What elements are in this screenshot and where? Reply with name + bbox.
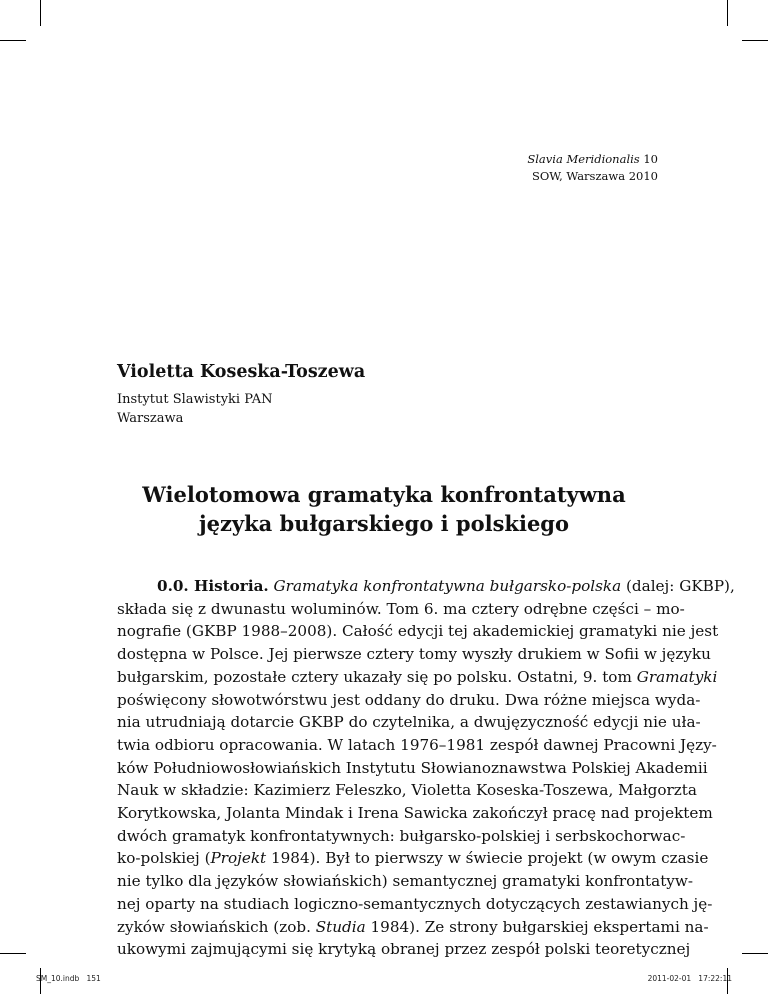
author-institution: Instytut Slawistyki PAN	[117, 392, 273, 407]
body-line: nografie (GKBP 1988–2008). Całość edycji tej akademickiej gramatyki nie jest	[117, 622, 719, 641]
journal-line	[527, 151, 658, 168]
body-line: nej oparty na studiach logiczno-semantycznych dotyczących zestawianych ję-	[117, 894, 713, 913]
body-line: bułgarskim, pozostałe cztery ukazały się po polsku. Ostatni, 9. tom Gramatyki	[117, 667, 718, 686]
body-line: 0.0. Historia. Gramatyka konfrontatywna bułgarsko-polska (dalej: GKBP),	[157, 577, 735, 595]
author-city: Warszawa	[117, 411, 184, 426]
crop-mark	[0, 953, 26, 954]
body-line: nie tylko dla języków słowiańskich) semantycznej gramatyki konfrontatyw-	[117, 872, 694, 891]
body-line: ków Południowosłowiańskich Instytutu Słowianoznawstwa Polskiej Akademii	[117, 758, 708, 777]
italic-term: Gramatyka konfrontatywna bułgarsko-polska	[273, 577, 622, 595]
body-line: dostępna w Polsce. Jej pierwsze cztery tomy wyszły drukiem w Sofii w języku	[117, 645, 711, 664]
journal-volume: 10	[643, 152, 658, 166]
italic-term: Gramatyki	[636, 667, 718, 686]
italic-term: Projekt	[210, 849, 267, 868]
article-title	[0, 480, 768, 538]
body-line: Nauk w składzie: Kazimierz Feleszko, Violetta Koseska-Toszewa, Małgorzta	[117, 781, 697, 800]
slug-page-number: 151	[86, 974, 101, 983]
crop-mark	[742, 953, 768, 954]
journal-header	[527, 151, 658, 185]
crop-mark	[727, 0, 728, 26]
title-line-2: języka bułgarskiego i polskiego	[198, 511, 569, 536]
print-slug-timestamp: 2011-02-01 17:22:11	[647, 974, 732, 983]
print-slug-file	[36, 974, 101, 983]
body-line: dwóch gramatyk konfrontatywnych: bułgarsko-polskiej i serbskochorwac-	[117, 826, 686, 845]
body-line: ko-polskiej (Projekt 1984). Był to pierwszy w świecie projekt (w owym czasie	[117, 849, 709, 868]
author-affiliation	[117, 390, 273, 428]
crop-mark	[0, 40, 26, 41]
title-line-1: Wielotomowa gramatyka konfrontatywna	[142, 482, 626, 507]
body-line: poświęcony słowotwórstwu jest oddany do druku. Dwa różne miejsca wyda-	[117, 690, 701, 709]
body-line: ukowymi zajmującymi się krytyką obranej przez zespół polski teoretycznej	[117, 940, 691, 959]
body-line: składa się z dwunastu woluminów. Tom 6. ma cztery odrębne części – mo-	[117, 599, 685, 618]
body-text	[117, 575, 735, 961]
publisher-line: SOW, Warszawa 2010	[531, 169, 658, 183]
section-label: 0.0. Historia.	[157, 577, 269, 595]
body-line: Korytkowska, Jolanta Mindak i Irena Sawicka zakończył pracę nad projektem	[117, 804, 713, 823]
journal-name: Slavia Meridionalis	[527, 152, 640, 166]
italic-term: Studia	[315, 917, 366, 936]
slug-file-name: SM_10.indb	[36, 974, 80, 983]
crop-mark	[40, 0, 41, 26]
body-line: nia utrudniają dotarcie GKBP do czytelnika, a dwujęzyczność edycji nie uła-	[117, 713, 701, 732]
author-name: Violetta Koseska-Toszewa	[117, 362, 366, 382]
body-line: twia odbioru opracowania. W latach 1976–1981 zespół dawnej Pracowni Języ-	[117, 735, 717, 754]
body-line: zyków słowiańskich (zob. Studia 1984). Ze strony bułgarskiej ekspertami na-	[117, 917, 709, 936]
crop-mark	[742, 40, 768, 41]
